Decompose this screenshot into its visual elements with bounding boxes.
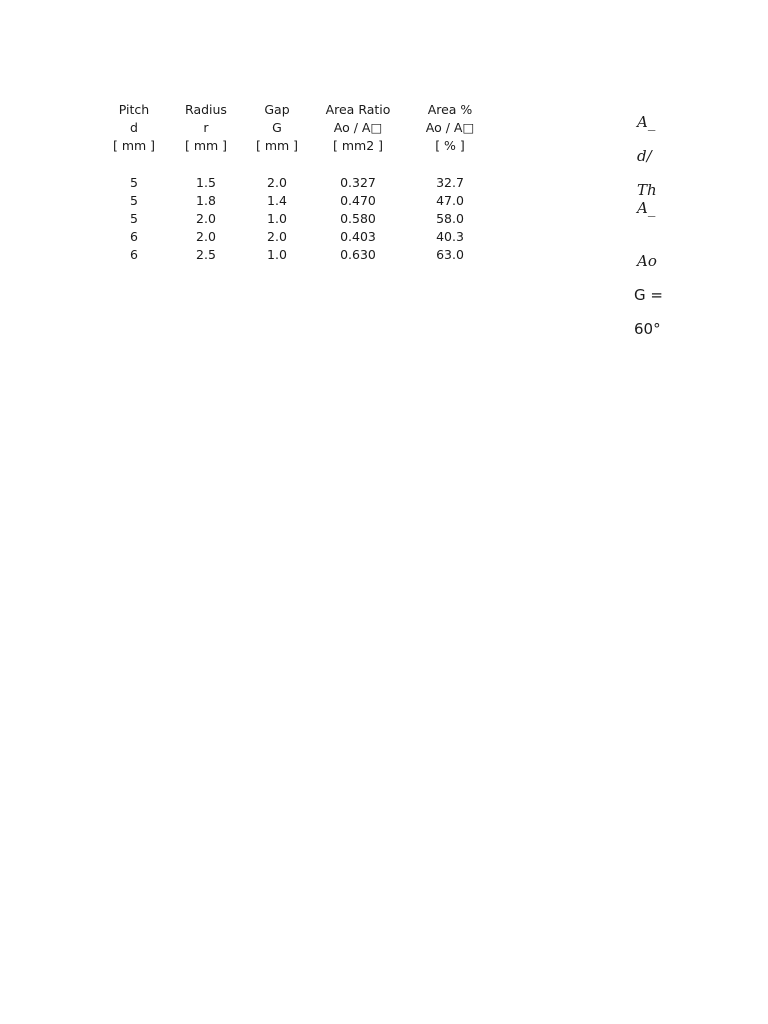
table-cell: 1.8 [196,193,216,208]
table-cell: 0.403 [340,229,376,244]
table-cell: 63.0 [436,247,464,262]
table-cell: 6 [130,247,138,262]
formula-fragment: A_ [637,199,656,217]
table-cell: 5 [130,211,138,226]
table-cell: 32.7 [436,175,464,190]
header-radius-symbol: r [203,120,209,135]
table-cell: 58.0 [436,211,464,226]
formula-fragment: 60° [634,320,661,338]
header-area-ratio-unit: [ mm2 ] [332,138,383,153]
table-cell: 1.5 [196,175,216,190]
formula-fragment: Ao [637,252,657,270]
table-cell: 40.3 [436,229,464,244]
table-cell: 5 [130,175,138,190]
formula-fragment: Th [637,181,657,199]
table-cell: 0.630 [340,247,376,262]
header-pitch-unit: [ mm ] [112,138,156,153]
table-cell: 2.0 [196,229,216,244]
header-area-percent-symbol: Ao / A□ [425,120,475,135]
table-cell: 1.4 [267,193,287,208]
table-cell: 6 [130,229,138,244]
header-area-ratio-title: Area Ratio [325,102,391,117]
table-cell: 1.0 [267,247,287,262]
header-gap-title: Gap [264,102,290,117]
header-pitch-title: Pitch [118,102,150,117]
formula-fragment: A_ [637,113,656,131]
table-cell: 2.0 [267,229,287,244]
header-gap-symbol: G [272,120,282,135]
header-area-ratio-symbol: Ao / A□ [333,120,383,135]
table-cell: 2.0 [267,175,287,190]
formula-fragment: d/ [637,147,652,165]
table-cell: 2.0 [196,211,216,226]
table-cell: 0.580 [340,211,376,226]
header-gap-unit: [ mm ] [255,138,299,153]
header-pitch-symbol: d [130,120,138,135]
header-radius-title: Radius [185,102,227,117]
table-cell: 47.0 [436,193,464,208]
header-area-percent-unit: [ % ] [435,138,465,153]
table-cell: 1.0 [267,211,287,226]
header-area-percent-title: Area % [427,102,473,117]
header-radius-unit: [ mm ] [184,138,228,153]
table-cell: 0.470 [340,193,376,208]
table-cell: 2.5 [196,247,216,262]
formula-fragment: G = [634,286,663,304]
table-cell: 0.327 [340,175,376,190]
table-cell: 5 [130,193,138,208]
